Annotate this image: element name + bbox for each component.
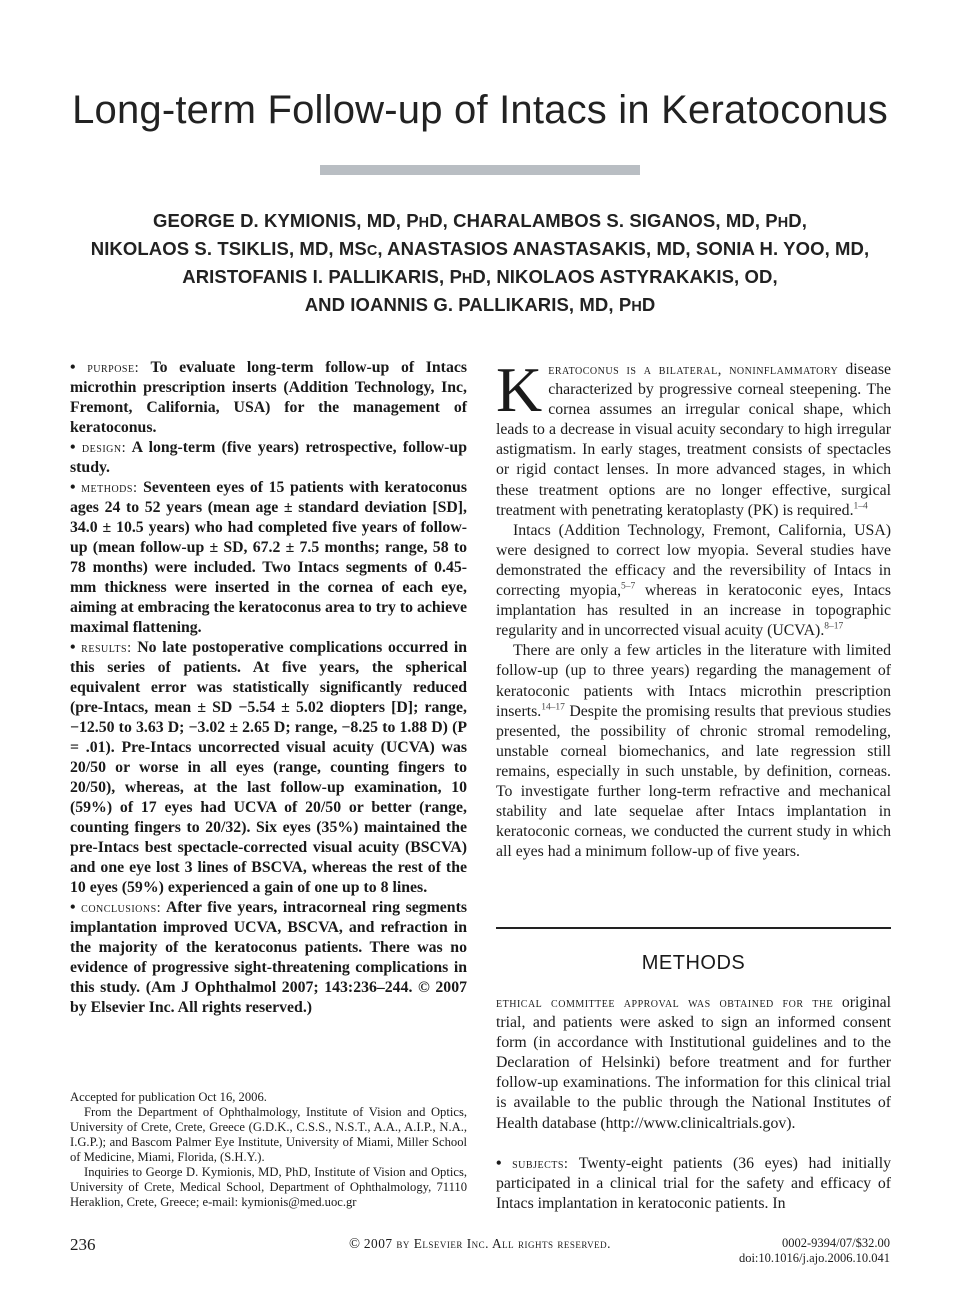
- abstract: [70, 358, 467, 1018]
- article-identifiers: [739, 1236, 890, 1266]
- affiliation-note: From the Department of Ophthalmology, Institute of Vision and Optics, University of Crete, Crete, Greece (G.D.K., C.S.S., N.S.T., A.A., A.I.P., N.A., I.G.P.); and Bascom Palmer Eye Institute, University of Miami, Miller School of Medicine, Miami, Florida, (S.H.Y.).: [70, 1105, 467, 1164]
- abstract-conclusions: • conclusions: After five years, intracorneal ring segments implantation improved UCVA, BSCVA, and refraction in the majority of the keratoconus patients. There was no evidence of progressive sight-threatening complications in this study. (Am J Ophthalmol 2007; 143:236–244. © 2007 by Elsevier Inc. All rights reserved.): [70, 899, 468, 1016]
- abstract-purpose: • purpose: To evaluate long-term follow-up of Intacs microthin prescription inserts (Addition Technology, Inc, Fremont, California, USA) for the management of keratoconus.: [70, 359, 467, 436]
- author-line: GEORGE D. KYMIONIS, MD, PHD, CHARALAMBOS S. SIGANOS, MD, PHD,: [153, 210, 807, 231]
- title-rule: [320, 165, 640, 175]
- author-line: NIKOLAOS S. TSIKLIS, MD, MSC, ANASTASIOS ANASTASAKIS, MD, SONIA H. YOO, MD,: [90, 238, 870, 259]
- abstract-methods: • methods: Seventeen eyes of 15 patients with keratoconus ages 24 to 52 years (mean age ± standard deviation [SD], 34.0 ± 10.5 years) who had completed five years of follow-up (mean follow-up ± SD, 67.2 ± 7.5 months; range, 58 to 78 months) were included. Two Intacs segments of 0.45-mm thickness were inserted in the cornea of each eye, aiming at embracing the keratoconus area to try to achieve maximal flattening.: [70, 479, 467, 636]
- copyright: © 2007 by Elsevier Inc. All rights reserved.: [349, 1236, 611, 1252]
- author-line: ARISTOFANIS I. PALLIKARIS, PHD, NIKOLAOS ASTYRAKAKIS, OD,: [182, 266, 778, 287]
- abstract-design: • design: A long-term (five years) retrospective, follow-up study.: [70, 439, 467, 476]
- citation: 14–17: [541, 702, 565, 713]
- citation: 1–4: [853, 501, 868, 512]
- doi: doi:10.1016/j.ajo.2006.10.041: [738, 1251, 890, 1265]
- citation: 5–7: [621, 581, 636, 592]
- methods-section: [496, 993, 891, 1214]
- issn: 0002-9394/07/$32.00: [782, 1236, 890, 1250]
- intro-paragraph: Intacs (Addition Technology, Fremont, California, USA) were designed to correct low myopia. Several studies have demonstrated the efficacy and the reversibility of Intacs in correcting myopia,$^{5-7}$ whereas in keratoconic eyes, Intacs implantation has resulted in an increase in topographic regularity and in uncorrected visual acuity (UCVA).$^{8-17}$: [496, 521, 891, 640]
- methods-paragraph: ethical committee approval was obtained for the original trial, and patients were asked to sign an informed consent form (in accordance with Institutional guidelines and to the Declaration of Helsinki) before treatment and for further follow-up examinations. The information for this clinical trial is available to the public through the National Institutes of Health database (http://www.clinicaltrials.gov).: [496, 994, 891, 1132]
- introduction: [496, 354, 891, 862]
- citation: 8–17: [824, 621, 844, 632]
- intro-paragraph: There are only a few articles in the literature with limited follow-up (up to three years) regarding the management of keratoconic patients with Intacs microthin prescription inserts.$^{14-17}$ Despite the promising results that previous studies presented, the possibility of chronic stromal remodeling, unstable corneal biomechanics, and late regression still remains, especially in such unstable, by definition, corneas. To investigate further long-term refractive and mechanical stability and late sequelae after Intacs implantation in keratoconic corneas, we conducted the current study in which all eyes had a minimum follow-up of five years.: [496, 642, 891, 861]
- author-line: AND IOANNIS G. PALLIKARIS, MD, PHD: [304, 294, 656, 315]
- methods-heading: METHODS: [641, 952, 746, 974]
- article-notes: [70, 1090, 467, 1210]
- page-number: 236: [70, 1235, 96, 1254]
- subjects-paragraph: • subjects: Twenty-eight patients (36 eyes) had initially participated in a clinical trial for the safety and efficacy of Intacs implantation in keratoconic patients. In: [496, 1154, 891, 1212]
- drop-cap: K: [496, 354, 543, 425]
- article-title: Long-term Follow-up of Intacs in Keratoconus: [72, 88, 888, 132]
- abstract-results: • results: No late postoperative complications occurred in this series of patients. At five years, the spherical equivalent error was statistically significantly reduced (pre-Intacs, mean ± SD −5.54 ± 5.02 diopters [D]; range, −12.50 to 3.63 D; −3.02 ± 2.65 D; range, −8.25 to 1.88 D) (P = .01). Pre-Intacs uncorrected visual acuity (UCVA) was 20/50 or worse in all eyes (range, counting fingers to 20/50), whereas, at the last follow-up examination, 10 (59%) of 17 eyes had UCVA of 20/50 or better (range, counting fingers to 20/32). Six eyes (35%) maintained the pre-Intacs best spectacle-corrected visual acuity (BSCVA) and one eye lost 3 lines of BSCVA, whereas the rest of the 10 eyes (59%) experienced a gain of one up to 8 lines.: [70, 639, 467, 896]
- author-list: [40, 208, 920, 320]
- inquiries-note: Inquiries to George D. Kymionis, MD, PhD, Institute of Vision and Optics, University of Crete, Medical School, Department of Ophthalmology, 71110 Heraklion, Crete, Greece; e-mail: kymionis@med.uoc.gr: [70, 1165, 467, 1209]
- accepted-note: Accepted for publication Oct 16, 2006.: [70, 1090, 267, 1104]
- intro-paragraph: Keratoconus is a bilateral, noninflammatory disease characterized by progressive corneal steepening. The cornea assumes an irregular conical shape, which leads to a decrease in visual acuity secondary to high irregular astigmatism. In early stages, treatment consists of spectacles or rigid contact lenses. In more advanced stages, in which these treatment options are no longer effective, surgical treatment with penetrating keratoplasty (PK) is required.$^{1-4}$: [496, 354, 891, 519]
- section-divider: [496, 927, 891, 929]
